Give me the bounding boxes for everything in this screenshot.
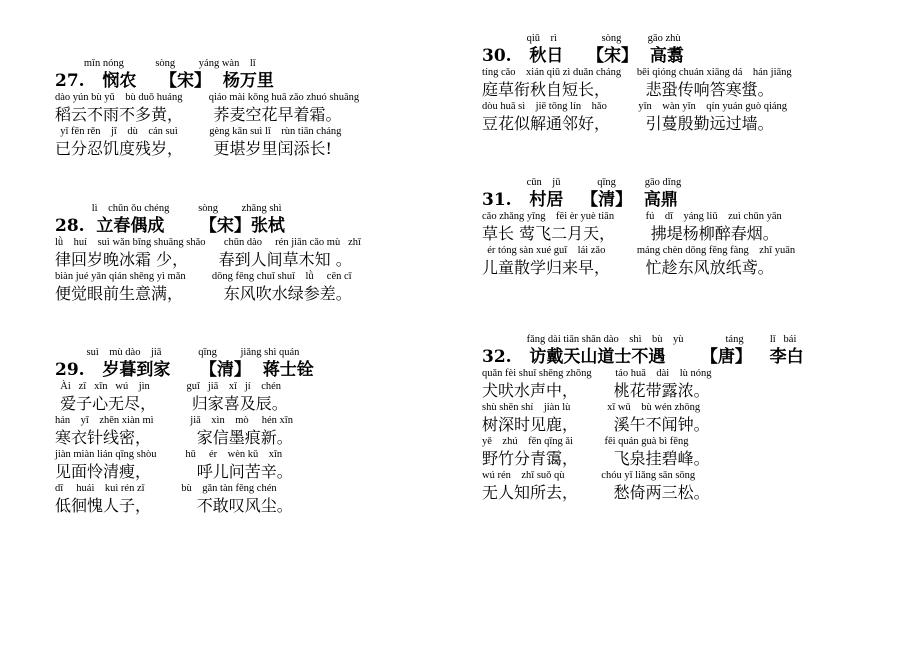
poem-title: 27. 悯农 【宋】 杨万里	[55, 71, 274, 91]
poem-line: 豆花似解通邻好， 引蔓殷勤远过墙。	[482, 114, 774, 133]
poem-title: 29. 岁暮到家 【清】 蒋士铨	[55, 360, 314, 380]
line-pinyin: ér tóng sàn xué guī lái zǎo máng chèn dōng fēng fàng zhǐ yuān	[482, 245, 796, 256]
poem-line: 爱子心无尽， 归家喜及辰。	[55, 394, 288, 413]
poem-30	[482, 33, 792, 135]
poem-31	[482, 177, 795, 279]
line-pinyin: yě zhú fēn qīng ǎi fēi quán guà bì fēng	[482, 436, 689, 447]
poem-line: 庭草衔秋自短长， 悲蛩传响答寒螀。	[482, 80, 774, 99]
poem-line: 寒衣针线密， 家信墨痕新。	[55, 428, 293, 447]
poem-line: 已分忍饥度残岁， 更堪岁里闰添长!	[55, 139, 332, 158]
poem-28	[55, 203, 361, 305]
poem-line: 犬吠水声中， 桃花带露浓。	[482, 381, 710, 400]
line-pinyin: cǎo zhǎng yīng fēi èr yuè tiān fú dī yáng liǔ zuì chūn yān	[482, 211, 782, 222]
poem-line: 无人知所去， 愁倚两三松。	[482, 483, 710, 502]
title-pinyin: suì mù dào jiā qīng jiǎng shì quán	[55, 347, 300, 358]
title-pinyin: fǎng dài tiān shān dào shì bù yù táng lǐ bái	[482, 334, 797, 345]
line-pinyin: quǎn fèi shuǐ shēng zhōng táo huā dài lù nóng	[482, 368, 712, 379]
poem-title: 28. 立春偶成 【宋】张栻	[55, 216, 285, 236]
poem-title: 31. 村居 【清】 高鼎	[482, 190, 678, 210]
poem-29	[55, 347, 314, 517]
line-pinyin: biàn jué yǎn qián shēng yì mǎn dōng fēng chuī shuǐ lǜ cēn cī	[55, 271, 352, 282]
poem-line: 律回岁晚冰霜 少， 春到人间草木知 。	[55, 250, 352, 269]
poem-line: 稻云不雨不多黄， 荞麦空花早着霜。	[55, 105, 342, 124]
title-pinyin: mǐn nóng sòng yáng wàn lǐ	[55, 58, 256, 69]
line-pinyin: dī huái kuì rén zǐ bù gǎn tàn fēng chén	[55, 483, 277, 494]
poem-line: 草长 莺飞二月天， 拂堤杨柳醉春烟。	[482, 224, 779, 243]
title-pinyin: lì chūn ǒu chéng sòng zhāng shì	[55, 203, 282, 214]
line-pinyin: tíng cǎo xián qiū zì duǎn cháng bēi qióng chuán xiāng dá hán jiāng	[482, 67, 792, 78]
poem-line: 便觉眼前生意满， 东风吹水绿参差。	[55, 284, 352, 303]
title-pinyin: qiū rì sòng gāo zhù	[482, 33, 681, 44]
poem-line: 儿童散学归来早， 忙趁东风放纸鸢。	[482, 258, 774, 277]
poem-line: 见面怜清瘦， 呼儿问苦辛。	[55, 462, 293, 481]
poem-27	[55, 58, 359, 160]
poem-32	[482, 334, 804, 504]
line-pinyin: hán yī zhēn xiàn mì jiā xìn mò hén xīn	[55, 415, 293, 426]
title-pinyin: cūn jū qīng gāo dǐng	[482, 177, 682, 188]
poem-line: 树深时见鹿， 溪午不闻钟。	[482, 415, 710, 434]
poem-line: 野竹分青霭， 飞泉挂碧峰。	[482, 449, 710, 468]
poem-title: 30. 秋日 【宋】 高翥	[482, 46, 684, 66]
poem-title: 32. 访戴天山道士不遇 【唐】 李白	[482, 347, 804, 367]
line-pinyin: wú rén zhī suǒ qù chóu yǐ liǎng sān sōng	[482, 470, 696, 481]
line-pinyin: yǐ fēn rěn jī dù cán suì gèng kān suì lǐ rùn tiān cháng	[55, 126, 342, 137]
line-pinyin: dòu huā sì jiē tōng lín hǎo yǐn wàn yǐn qín yuán guò qiáng	[482, 101, 788, 112]
line-pinyin: lǜ huí suì wǎn bīng shuāng shǎo chūn dào rén jiān cǎo mù zhī	[55, 237, 361, 248]
poem-line: 低徊愧人子， 不敢叹风尘。	[55, 496, 293, 515]
line-pinyin: dào yún bù yǔ bù duō huáng qiáo mài kōng huā zǎo zhuó shuāng	[55, 92, 360, 103]
line-pinyin: jiàn miàn lián qīng shòu hū ér wèn kǔ xīn	[55, 449, 283, 460]
line-pinyin: shù shēn shí jiàn lù xī wǔ bù wén zhōng	[482, 402, 701, 413]
line-pinyin: Ài zǐ xīn wú jìn guī jiā xǐ jí chén	[55, 381, 282, 392]
